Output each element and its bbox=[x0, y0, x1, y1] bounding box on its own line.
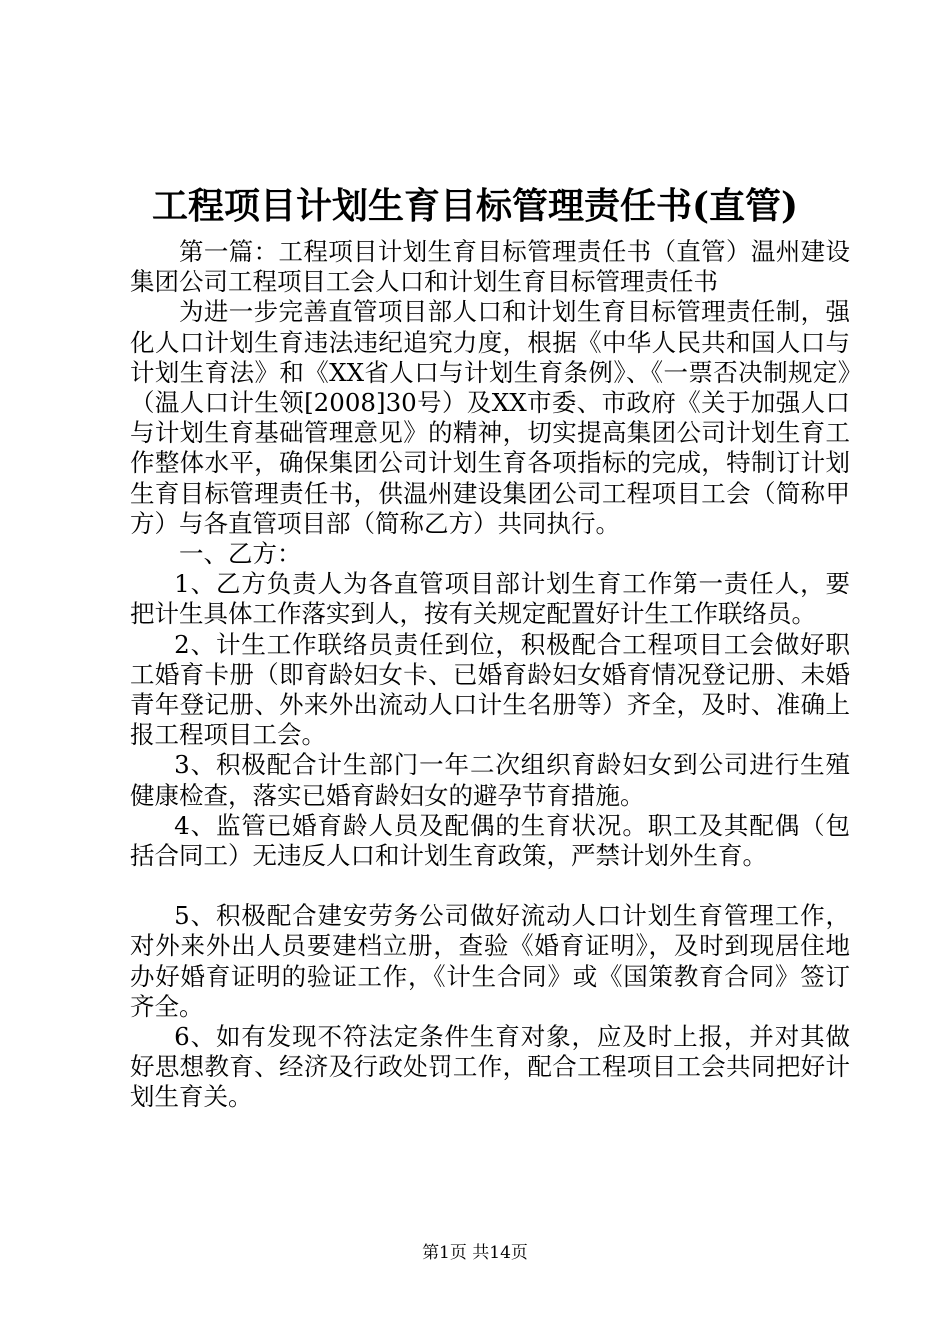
page-footer: 第1页 共14页 bbox=[422, 1243, 528, 1263]
document-title: 工程项目计划生育目标管理责任书(直管) bbox=[151, 185, 799, 227]
list-item-4: 4、监管已婚育龄人员及配偶的生育状况。职工及其配偶（包括合同工）无违反人口和计划生育政策，严禁计划外生育。 bbox=[130, 810, 850, 871]
blank-line bbox=[130, 871, 850, 901]
list-item-5: 5、积极配合建安劳务公司做好流动人口计划生育管理工作，对外来外出人员要建档立册，查验《婚育证明》，及时到现居住地办好婚育证明的验证工作，《计生合同》或《国策教育合同》签订齐全。 bbox=[130, 901, 850, 1021]
section-heading-party-b: 一、乙方： bbox=[179, 539, 302, 569]
document-body bbox=[130, 237, 850, 1113]
list-item-2: 2、计生工作联络员责任到位，积极配合工程项目工会做好职工婚育卡册（即育龄妇女卡、已婚育龄妇女婚育情况登记册、未婚青年登记册、外来外出流动人口计生名册等）齐全，及时、准确上报工程项目工会。 bbox=[130, 629, 850, 750]
paragraph-intro: 第一篇：工程项目计划生育目标管理责任书（直管）温州建设集团公司工程项目工会人口和计划生育目标管理责任书 bbox=[130, 237, 850, 297]
list-item-1: 1、乙方负责人为各直管项目部计划生育工作第一责任人，要把计生具体工作落实到人，按有关规定配置好计生工作联络员。 bbox=[130, 569, 850, 629]
paragraph-purpose: 为进一步完善直管项目部人口和计划生育目标管理责任制，强化人口计划生育违法违纪追究力度，根据《中华人民共和国人口与计划生育法》和《XX省人口与计划生育条例》、《一票否决制规定》（温人口计生领[2008]30号）及XX市委、市政府《关于加强人口与计划生育基础管理意见》的精神，切实提高集团公司计划生育工作整体水平，确保集团公司计划生育各项指标的完成，特制订计划生育目标管理责任书，供温州建设集团公司工程项目工会（简称甲方）与各直管项目部（简称乙方）共同执行。 bbox=[130, 297, 850, 538]
list-item-6: 6、如有发现不符法定条件生育对象，应及时上报，并对其做好思想教育、经济及行政处罚工作，配合工程项目工会共同把好计划生育关。 bbox=[130, 1022, 850, 1112]
list-item-3: 3、积极配合计生部门一年二次组织育龄妇女到公司进行生殖健康检查，落实已婚育龄妇女的避孕节育措施。 bbox=[130, 750, 850, 810]
